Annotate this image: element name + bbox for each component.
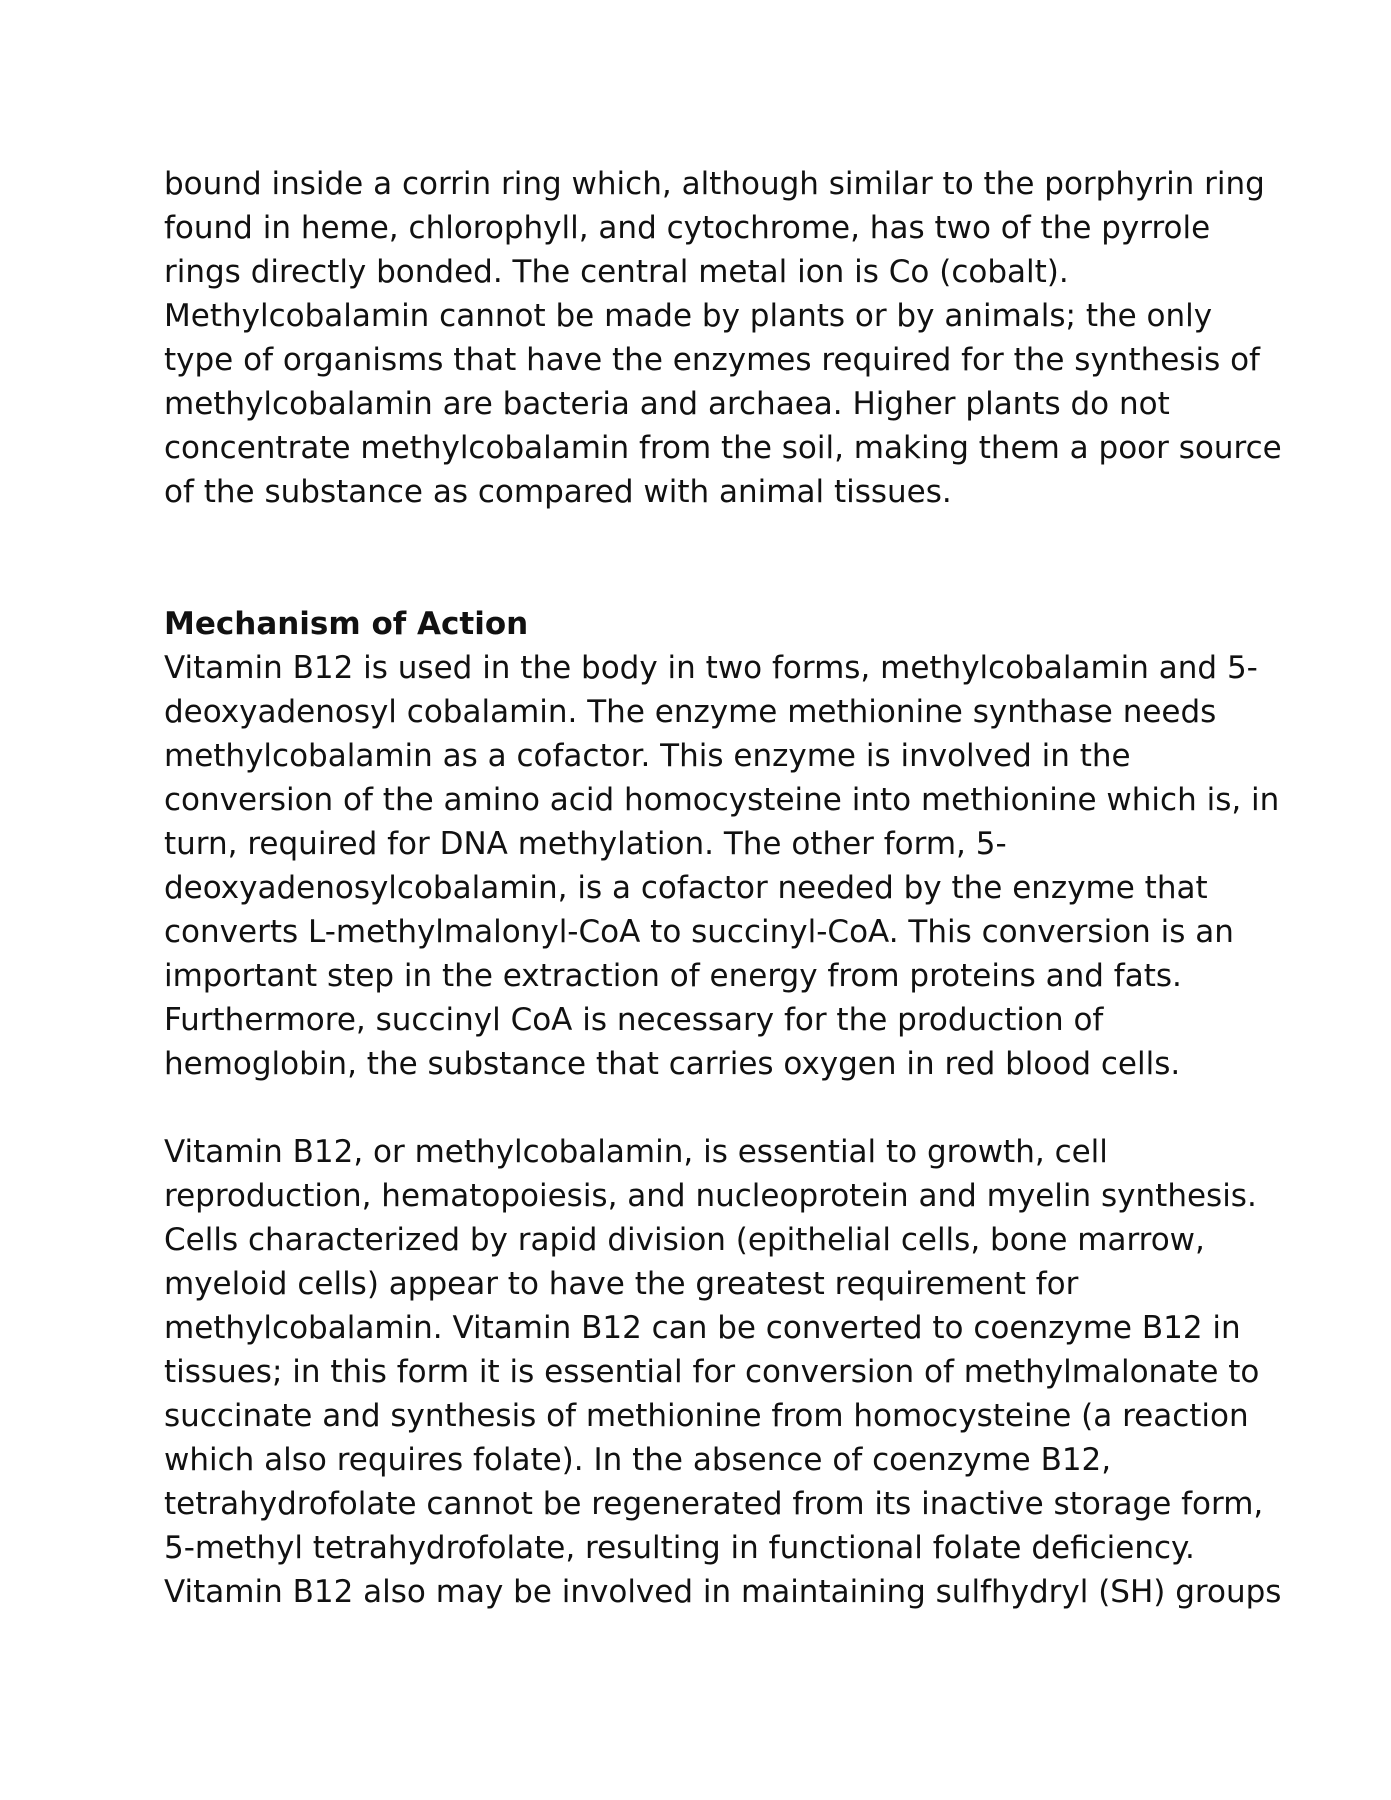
text-line: 5-methyl tetrahydrofolate, resulting in functional folate deficiency. [164,1530,1195,1566]
text-line: important step in the extraction of energy from proteins and fats. [164,958,1182,994]
text-line: succinate and synthesis of methionine from homocysteine (a reaction [164,1398,1249,1434]
text-line: Vitamin B12, or methylcobalamin, is essential to growth, cell [164,1134,1108,1170]
text-line: type of organisms that have the enzymes required for the synthesis of [164,342,1260,378]
text-line: rings directly bonded. The central metal ion is Co (cobalt). [164,254,1069,290]
text-line: Methylcobalamin cannot be made by plants or by animals; the only [164,298,1213,334]
text-line: methylcobalamin as a cofactor. This enzyme is involved in the [164,738,1131,774]
text-line: Vitamin B12 is used in the body in two forms, methylcobalamin and 5- [164,650,1258,686]
text-line: deoxyadenosyl cobalamin. The enzyme methionine synthase needs [164,694,1217,730]
text-line: found in heme, chlorophyll, and cytochrome, has two of the pyrrole [164,210,1211,246]
section-spacer [164,514,1264,602]
document-content [164,162,1282,1614]
text-line: myeloid cells) appear to have the greatest requirement for [164,1266,1079,1302]
text-line: which also requires folate). In the absence of coenzyme B12, [164,1442,1112,1478]
paragraph-mechanism [164,646,1280,1086]
text-line: tetrahydrofolate cannot be regenerated from its inactive storage form, [164,1486,1264,1522]
text-line: Cells characterized by rapid division (epithelial cells, bone marrow, [164,1222,1205,1258]
paragraph-b12-role [164,1130,1282,1614]
paragraph-intro [164,162,1282,514]
text-line: tissues; in this form it is essential for conversion of methylmalonate to [164,1354,1260,1390]
text-line: methylcobalamin are bacteria and archaea. Higher plants do not [164,386,1170,422]
text-line: of the substance as compared with animal tissues. [164,474,952,510]
text-line: converts L-methylmalonyl-CoA to succinyl-CoA. This conversion is an [164,914,1234,950]
text-line: conversion of the amino acid homocysteine into methionine which is, in [164,782,1280,818]
text-line: methylcobalamin. Vitamin B12 can be converted to coenzyme B12 in [164,1310,1241,1346]
text-line: bound inside a corrin ring which, although similar to the porphyrin ring [164,166,1265,202]
text-line: Furthermore, succinyl CoA is necessary for the production of [164,1002,1104,1038]
text-line: Vitamin B12 also may be involved in maintaining sulfhydryl (SH) groups [164,1574,1282,1610]
paragraph-spacer [164,1086,1264,1130]
text-line: turn, required for DNA methylation. The other form, 5- [164,826,1007,862]
text-line: reproduction, hematopoiesis, and nucleoprotein and myelin synthesis. [164,1178,1257,1214]
text-line: hemoglobin, the substance that carries oxygen in red blood cells. [164,1046,1181,1082]
text-line: concentrate methylcobalamin from the soil, making them a poor source [164,430,1282,466]
section-heading: Mechanism of Action [164,606,529,642]
text-line: deoxyadenosylcobalamin, is a cofactor needed by the enzyme that [164,870,1208,906]
